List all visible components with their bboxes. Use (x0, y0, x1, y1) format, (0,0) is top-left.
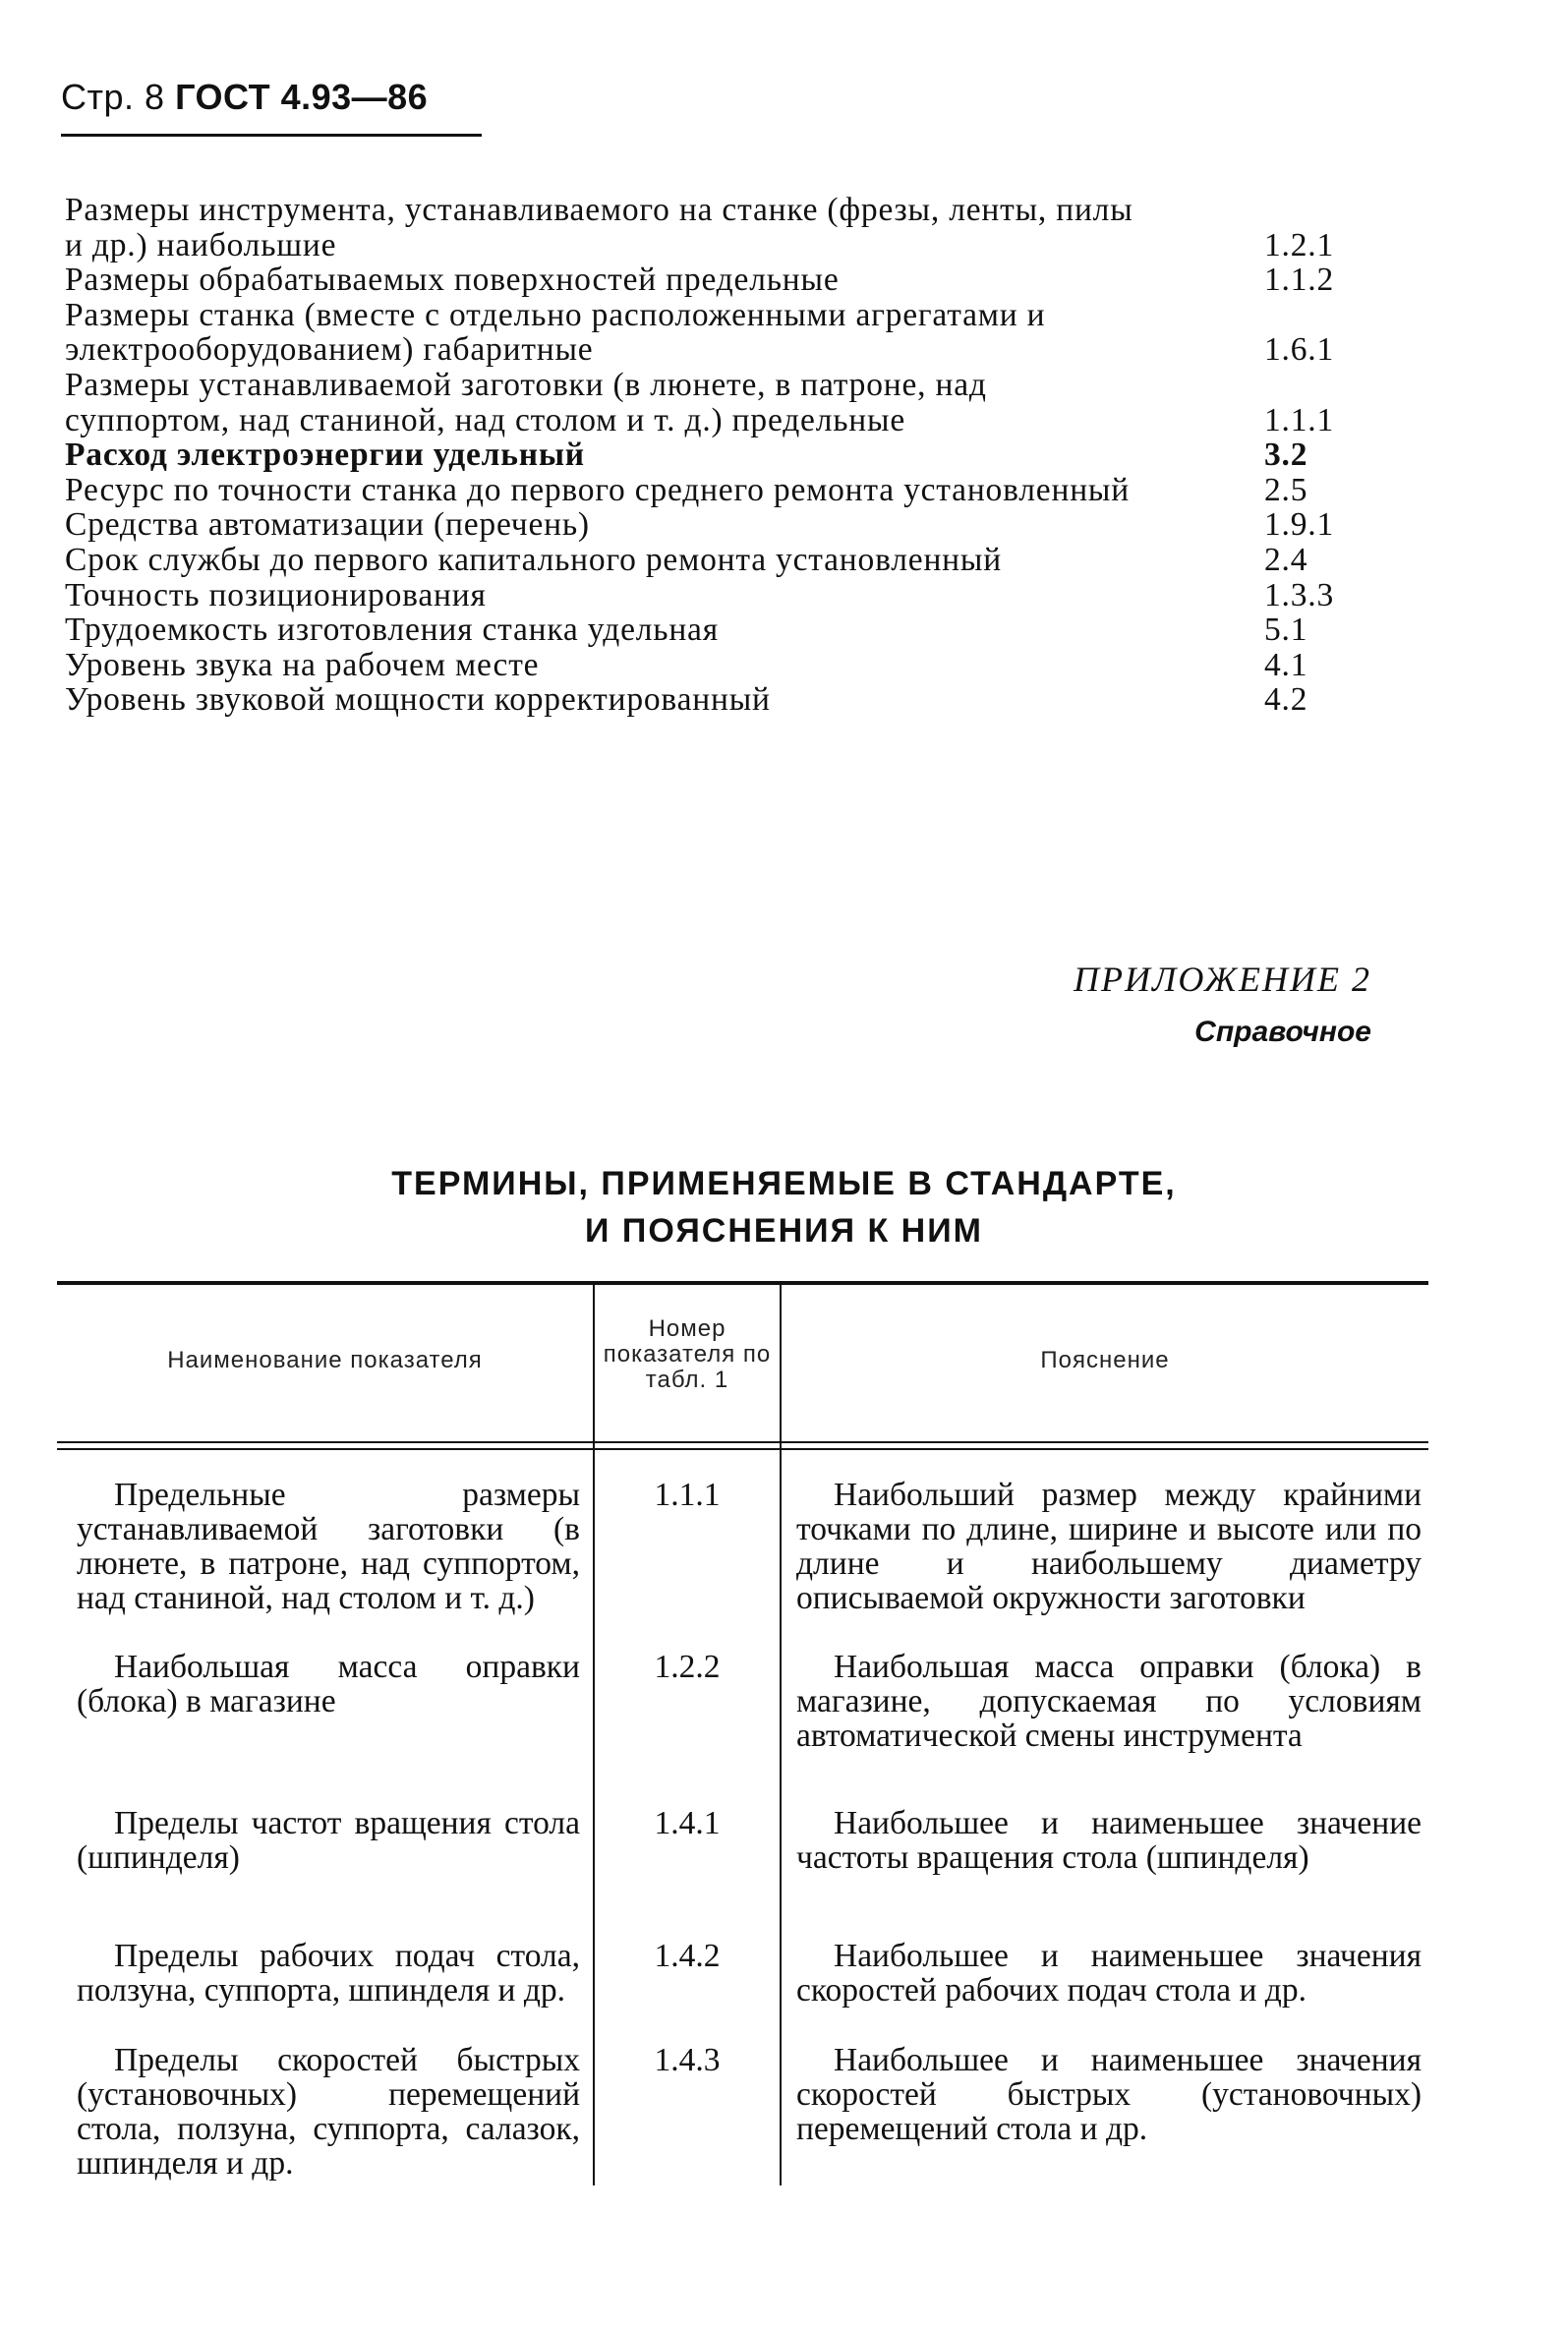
header-rule (61, 134, 482, 137)
index-term: Средства автоматизации (перечень) (65, 506, 590, 544)
terms-table (57, 1281, 1428, 2185)
cell-name: Пределы скоростей быстрых (установочных) перемещений стола, ползуна, суппорта, салазок, шпинделя и др. (77, 2042, 580, 2182)
cell-name: Предельные размеры устанавливаемой заготовки (в люнете, в патроне, над суппортом, над станиной, над столом и т. д.) (77, 1477, 580, 1616)
cell-name: Пределы рабочих подач стола, ползуна, суппорта, шпинделя и др. (77, 1938, 580, 2009)
index-term: Расход электроэнергии удельный (65, 437, 585, 474)
index-ref: 3.2 (1264, 437, 1308, 474)
table-top-rule (57, 1281, 1428, 1285)
index-entry (65, 473, 1343, 508)
index-term: Размеры обрабатываемых поверхностей предельные (65, 262, 840, 299)
index-entry (65, 298, 1343, 368)
appendix-heading (1074, 959, 1371, 1049)
index-entry (65, 543, 1343, 578)
index-entry (65, 262, 1343, 298)
index-entry (65, 648, 1343, 683)
column-header-name: Наименование показателя (167, 1347, 483, 1373)
index-entry (65, 612, 1343, 648)
page-header (61, 77, 428, 118)
index-term: Точность позиционирования (65, 576, 487, 613)
index-ref: 1.1.2 (1264, 262, 1334, 299)
index-ref: 1.2.1 (1264, 226, 1334, 263)
cell-explanation: Наибольшая масса оправки (блока) в магазине, допускаемая по условиям автоматической смены инструмента (796, 1649, 1422, 1754)
index-ref: 4.1 (1264, 646, 1308, 683)
page-number: Стр. 8 (61, 77, 165, 117)
index-entry (65, 193, 1343, 262)
appendix-note: Справочное (1194, 1016, 1371, 1048)
column-header-explanation: Пояснение (1040, 1347, 1170, 1373)
cell-number: 1.4.1 (654, 1805, 721, 1841)
section-title-line: ТЕРМИНЫ, ПРИМЕНЯЕМЫЕ В СТАНДАРТЕ, (391, 1165, 1177, 1202)
index-ref: 1.1.1 (1264, 401, 1334, 438)
appendix-title: ПРИЛОЖЕНИЕ 2 (1074, 960, 1371, 999)
index-ref: 1.6.1 (1264, 331, 1334, 369)
index-term: Ресурс по точности станка до первого среднего ремонта установленный (65, 471, 1130, 508)
table-column-divider (780, 1285, 782, 2185)
index-term: Трудоемкость изготовления станка удельная (65, 612, 719, 649)
column-header-number: Номер показателя по табл. 1 (603, 1315, 772, 1393)
table-header-rule (57, 1448, 1428, 1450)
index-ref: 2.4 (1264, 541, 1308, 578)
section-title (0, 1160, 1568, 1254)
index-ref: 1.9.1 (1264, 506, 1334, 544)
index-ref: 5.1 (1264, 612, 1308, 649)
table-header-rule (57, 1441, 1428, 1443)
index-entry (65, 368, 1343, 437)
index-term: Уровень звука на рабочем месте (65, 646, 540, 683)
index-term: Размеры устанавливаемой заготовки (в люнете, в патроне, над суппортом, над станиной, над столом и т. д.) предельные (65, 366, 987, 438)
index-term: Уровень звуковой мощности корректированный (65, 681, 771, 719)
index-term: Срок службы до первого капитального ремонта установленный (65, 541, 1002, 578)
index-list (65, 193, 1343, 718)
section-title-line: И ПОЯСНЕНИЯ К НИМ (585, 1212, 983, 1250)
index-ref: 4.2 (1264, 681, 1308, 719)
cell-number: 1.1.1 (654, 1477, 721, 1513)
cell-name: Пределы частот вращения стола (шпинделя) (77, 1805, 580, 1876)
cell-number: 1.4.2 (654, 1938, 721, 1974)
index-entry (65, 682, 1343, 718)
index-entry (65, 507, 1343, 543)
cell-number: 1.2.2 (654, 1649, 721, 1685)
cell-name: Наибольшая масса оправки (блока) в магазине (77, 1649, 580, 1719)
index-term: Размеры инструмента, устанавливаемого на станке (фрезы, ленты, пилы и др.) наибольшие (65, 192, 1133, 263)
index-ref: 2.5 (1264, 471, 1308, 508)
index-term: Размеры станка (вместе с отдельно расположенными агрегатами и электрооборудованием) габаритные (65, 296, 1046, 369)
standard-designation: ГОСТ 4.93—86 (175, 77, 429, 117)
cell-explanation: Наибольшее и наименьшее значения скоростей быстрых (установочных) перемещений стола и др. (796, 2042, 1422, 2147)
cell-number: 1.4.3 (654, 2042, 721, 2078)
index-ref: 1.3.3 (1264, 576, 1334, 613)
cell-explanation: Наибольшее и наименьшее значение частоты вращения стола (шпинделя) (796, 1805, 1422, 1876)
index-entry (65, 578, 1343, 613)
cell-explanation: Наибольший размер между крайними точками по длине, ширине и высоте или по длине и наибольшему диаметру описываемой окружности заготовки (796, 1477, 1422, 1616)
index-entry (65, 437, 1343, 473)
cell-explanation: Наибольшее и наименьшее значения скоростей рабочих подач стола и др. (796, 1938, 1422, 2009)
